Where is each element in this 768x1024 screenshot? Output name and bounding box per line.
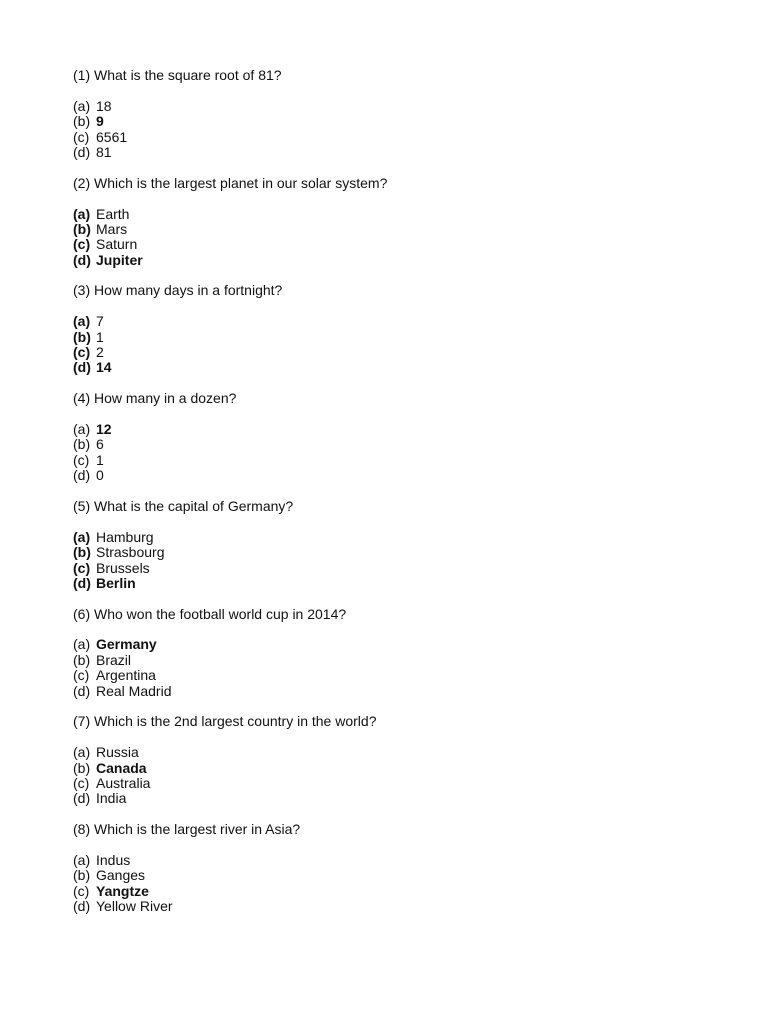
question-block: [73, 176, 713, 268]
correct-answer-text: 12: [96, 420, 112, 437]
option-item: [73, 776, 713, 791]
correct-answer-text: Germany: [96, 636, 157, 653]
option-item: [73, 437, 713, 452]
option-item: [73, 684, 713, 699]
option-list: [73, 314, 713, 376]
option-text: Australia: [96, 774, 151, 791]
option-label: (a): [73, 744, 91, 761]
correct-answer-text: 14: [96, 359, 112, 376]
question-block: [73, 607, 713, 699]
option-label: (a): [73, 205, 91, 222]
correct-answer-text: Jupiter: [96, 251, 143, 268]
question-block: [73, 391, 713, 483]
option-text: Mars: [96, 220, 128, 237]
option-item: [73, 745, 713, 760]
option-label: (a): [73, 313, 91, 330]
option-label: (a): [73, 851, 91, 868]
option-item: [73, 576, 713, 591]
option-item: [73, 207, 713, 222]
option-item: [73, 345, 713, 360]
question-text: (3) How many days in a fortnight?: [73, 282, 283, 299]
option-list: [73, 422, 713, 484]
option-item: [73, 637, 713, 652]
option-item: [73, 330, 713, 345]
option-label: (c): [73, 344, 91, 361]
option-item: [73, 314, 713, 329]
option-label: (d): [73, 790, 91, 807]
option-label: (d): [73, 682, 91, 699]
option-text: 1: [96, 328, 104, 345]
question-block: [73, 283, 713, 375]
option-label: (c): [73, 774, 90, 791]
question-text: (4) How many in a dozen?: [73, 390, 237, 407]
option-label: (b): [73, 651, 91, 668]
option-item: [73, 99, 713, 114]
option-item: [73, 545, 713, 560]
quiz-document: [73, 68, 713, 930]
option-item: [73, 360, 713, 375]
option-item: [73, 791, 713, 806]
option-item: [73, 130, 713, 145]
question-block: [73, 822, 713, 914]
question-block: [73, 68, 713, 160]
option-list: [73, 207, 713, 269]
option-list: [73, 745, 713, 807]
option-label: (d): [73, 251, 91, 268]
option-item: [73, 453, 713, 468]
correct-answer-text: 9: [96, 113, 104, 130]
option-item: [73, 853, 713, 868]
option-label: (b): [73, 436, 91, 453]
option-label: (c): [73, 451, 90, 468]
option-text: Russia: [96, 744, 139, 761]
option-label: (b): [73, 328, 91, 345]
question-text: (8) Which is the largest river in Asia?: [73, 821, 301, 838]
option-text: 2: [96, 344, 104, 361]
option-label: (d): [73, 143, 91, 160]
option-item: [73, 222, 713, 237]
option-list: [73, 853, 713, 915]
option-list: [73, 99, 713, 161]
option-text: Hamburg: [96, 528, 154, 545]
option-text: Ganges: [96, 867, 146, 884]
option-text: Strasbourg: [96, 544, 165, 561]
option-item: [73, 884, 713, 899]
option-text: Indus: [96, 851, 131, 868]
option-item: [73, 653, 713, 668]
option-label: (d): [73, 467, 91, 484]
option-item: [73, 422, 713, 437]
option-item: [73, 145, 713, 160]
option-list: [73, 637, 713, 699]
question-text: (6) Who won the football world cup in 2014?: [73, 605, 347, 622]
option-text: Earth: [96, 205, 130, 222]
option-label: (b): [73, 220, 91, 237]
option-label: (c): [73, 236, 91, 253]
correct-answer-text: Yangtze: [96, 882, 149, 899]
option-label: (b): [73, 759, 91, 776]
question-block: [73, 499, 713, 591]
option-text: India: [96, 790, 127, 807]
option-item: [73, 530, 713, 545]
option-item: [73, 561, 713, 576]
question-block: [73, 714, 713, 806]
option-item: [73, 761, 713, 776]
option-label: (b): [73, 113, 91, 130]
option-label: (a): [73, 528, 91, 545]
option-label: (b): [73, 544, 91, 561]
question-text: (5) What is the capital of Germany?: [73, 497, 294, 514]
option-label: (a): [73, 97, 91, 114]
option-text: 81: [96, 143, 112, 160]
option-text: Brussels: [96, 559, 150, 576]
question-text: (7) Which is the 2nd largest country in the world?: [73, 713, 377, 730]
option-label: (b): [73, 867, 91, 884]
option-item: [73, 668, 713, 683]
option-label: (c): [73, 559, 91, 576]
option-text: Saturn: [96, 236, 138, 253]
option-text: 1: [96, 451, 104, 468]
option-text: 18: [96, 97, 112, 114]
option-label: (d): [73, 574, 91, 591]
option-label: (a): [73, 636, 91, 653]
option-item: [73, 868, 713, 883]
option-item: [73, 253, 713, 268]
option-item: [73, 114, 713, 129]
correct-answer-text: Berlin: [96, 574, 136, 591]
option-item: [73, 237, 713, 252]
option-text: Argentina: [96, 667, 156, 684]
option-text: 7: [96, 313, 104, 330]
question-text: (1) What is the square root of 81?: [73, 67, 282, 83]
option-label: (a): [73, 420, 91, 437]
option-text: Real Madrid: [96, 682, 172, 699]
question-text: (2) Which is the largest planet in our solar system?: [73, 174, 388, 191]
correct-answer-text: Canada: [96, 759, 147, 776]
option-text: Yellow River: [96, 898, 173, 915]
option-list: [73, 530, 713, 592]
option-text: Brazil: [96, 651, 132, 668]
option-label: (c): [73, 882, 90, 899]
option-text: 0: [96, 467, 104, 484]
option-label: (c): [73, 667, 90, 684]
option-text: 6561: [96, 128, 128, 145]
option-label: (d): [73, 898, 91, 915]
option-label: (c): [73, 128, 90, 145]
option-item: [73, 468, 713, 483]
option-text: 6: [96, 436, 104, 453]
option-item: [73, 899, 713, 914]
option-label: (d): [73, 359, 91, 376]
